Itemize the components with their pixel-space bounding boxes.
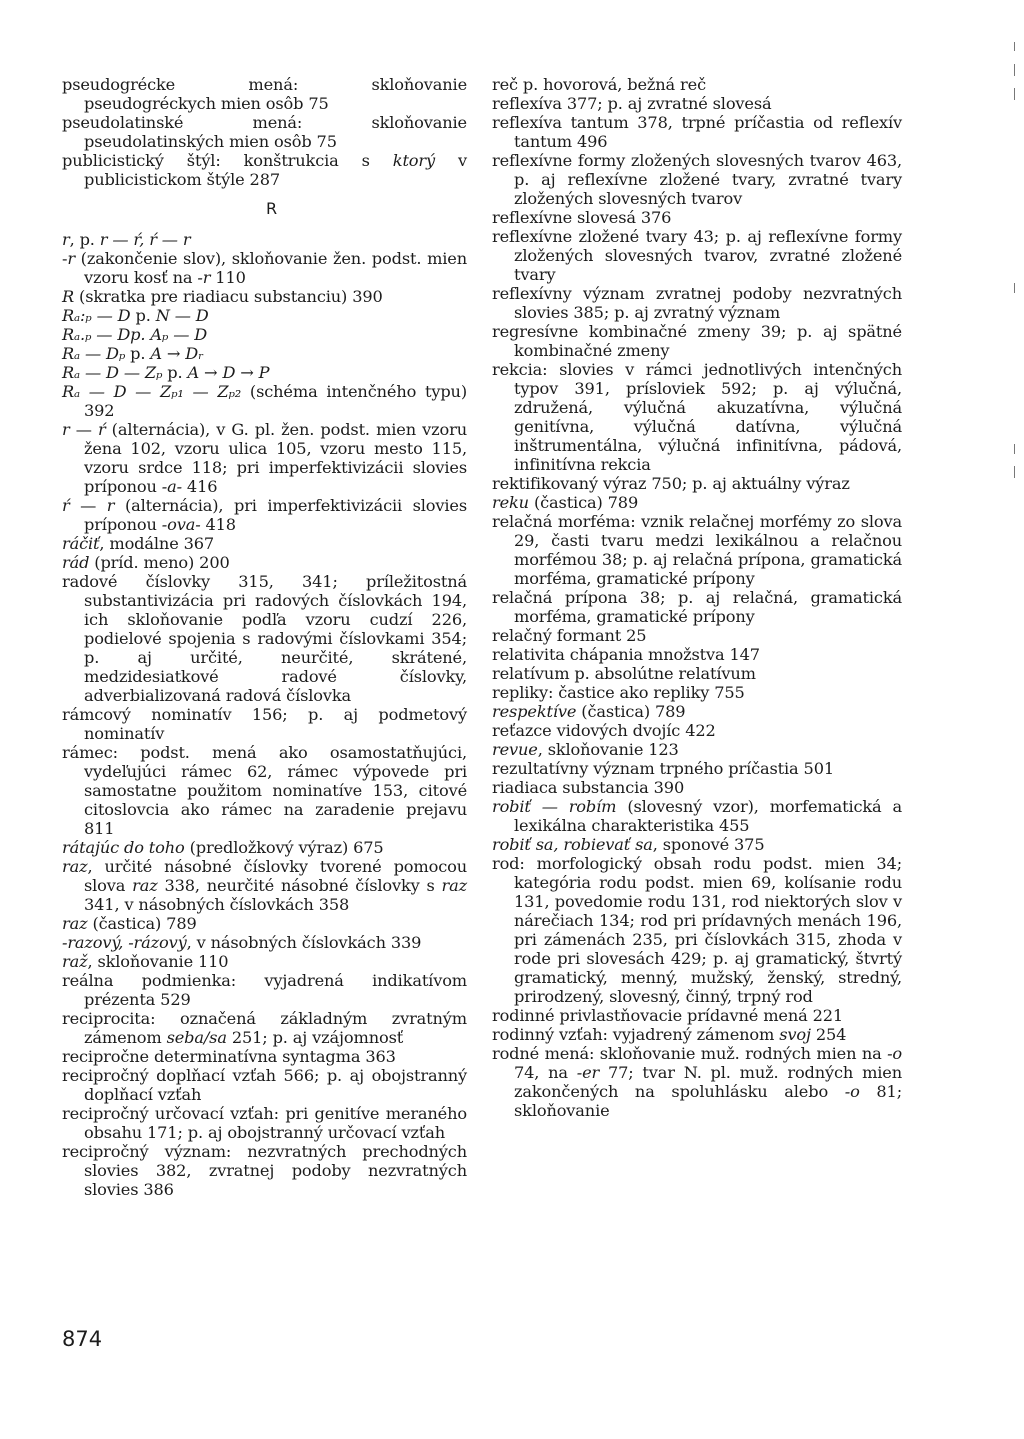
entry-text: rámec: podst. mená ako osamostatňujúci, vydeľujúci rámec 62, rámec výpovede pri samostatne použitom nominatíve 153, citové citoslovcia ako rámec na zaradenie prejavu 811 [62, 743, 467, 838]
entry-italic-text: r [67, 249, 75, 268]
entry-text: rodinný vzťah: vyjadrený zámenom [492, 1025, 780, 1044]
left-column [62, 75, 467, 1199]
entry-text: recipročný význam: nezvratných prechodných slovies 382, zvratnej podoby nezvratných slovies 386 [62, 1142, 467, 1199]
entry-text: reflexívny význam zvratnej podoby nezvratných slovies 385; p. aj zvratný význam [492, 284, 902, 322]
index-entry [62, 553, 467, 572]
entry-text: radové číslovky 315, 341; príležitostná substantivizácia pri radových číslovkách 194, ich skloňovanie podľa vzoru cudzí 226, podielové spojenia s radovými číslovkami 354; p. aj určité, neurčité, skrátené, medzidesiatkové radové číslovky, adverbializovaná radová číslovka [62, 572, 467, 705]
index-entry [492, 512, 902, 588]
index-entry [492, 75, 902, 94]
index-entry [492, 94, 902, 113]
scan-edge-mark [1014, 64, 1015, 76]
index-entry [492, 664, 902, 683]
index-entry [62, 382, 467, 420]
entry-text: reflexívne formy zložených slovesných tvarov 463, p. aj reflexívne zložené tvary, zvratné tvary zložených slovesných tvarov [492, 151, 902, 208]
entry-italic-text: ₐ — Dₚ [74, 344, 126, 363]
entry-text: (alternácia), v G. pl. žen. podst. mien vzoru žena 102, vzoru ulica 105, vzoru mesto 115, vzoru srdce 118; pri imperfektivizácii slovies príponou [84, 420, 467, 496]
entry-text: recipročne determinatívna syntagma 363 [62, 1047, 396, 1066]
entry-text: reálna podmienka: vyjadrená indikatívom prézenta 529 [62, 971, 467, 1009]
entry-italic-text: ŕ [97, 420, 106, 439]
index-entry [492, 322, 902, 360]
entry-italic-text: R [62, 344, 75, 363]
index-entry [62, 952, 467, 971]
entry-text: reťazce vidových dvojíc 422 [492, 721, 716, 740]
entry-text: 418 [200, 515, 236, 534]
entry-text: pseudogrécke mená: skloňovanie pseudogréckych mien osôb 75 [62, 75, 467, 113]
entry-italic-text: A → D → P [187, 363, 270, 382]
index-entry [62, 249, 467, 287]
index-entry [62, 1066, 467, 1104]
scan-edge-mark [1014, 42, 1015, 51]
index-entry [492, 740, 902, 759]
index-entry [492, 474, 902, 493]
index-entry [62, 1047, 467, 1066]
right-column [492, 75, 902, 1120]
entry-italic-text: N — D [155, 306, 209, 325]
entry-text: regresívne kombinačné zmeny 39; p. aj spätné kombinačné zmeny [492, 322, 902, 360]
entry-italic-text: R [62, 325, 75, 344]
index-entry [62, 743, 467, 838]
entry-text: , skloňovanie 110 [87, 952, 229, 971]
index-entry [62, 857, 467, 914]
entry-italic-text: ₐ.ₚ — Dp. Aₚ — D [74, 325, 208, 344]
entry-text: , modálne 367 [99, 534, 215, 553]
index-entry [492, 854, 902, 1006]
entry-italic-text: -r [197, 268, 211, 287]
entry-italic-text: rád [62, 553, 90, 572]
entry-italic-text: D [117, 306, 131, 325]
entry-text: rezultatívny význam trpného príčastia 501 [492, 759, 834, 778]
index-entry [492, 835, 902, 854]
index-entry [62, 420, 467, 496]
entry-italic-text: robiť — robím [492, 797, 617, 816]
entry-italic-text: raz [441, 876, 467, 895]
index-entry [62, 344, 467, 363]
index-entry [62, 496, 467, 534]
entry-italic-text: -a- [161, 477, 182, 496]
index-entry [62, 572, 467, 705]
entry-text: 77; tvar N. pl. muž. rodných mien zakončených na spoluhlásku alebo [514, 1063, 902, 1101]
entry-italic-text: respektíve [492, 702, 577, 721]
entry-text: relačný formant 25 [492, 626, 647, 645]
index-entry [492, 797, 902, 835]
entry-text: , určité násobné číslovky tvorené pomocou slova [84, 857, 467, 895]
index-entry [492, 759, 902, 778]
entry-italic-text: r [62, 230, 70, 249]
index-entry [492, 1044, 902, 1120]
entry-italic-text: raz [132, 876, 158, 895]
entry-text: 251; p. aj vzájomnosť [226, 1028, 404, 1047]
entry-text: v publicistickom štýle 287 [84, 151, 467, 189]
entry-text: p. [162, 363, 188, 382]
entry-text: — [69, 420, 98, 439]
entry-text: rámcový nominatív 156; p. aj podmetový nominatív [62, 705, 467, 743]
entry-text: , sponové 375 [652, 835, 765, 854]
index-entry [62, 971, 467, 1009]
entry-text: 74, na [514, 1063, 577, 1082]
entry-italic-text: -er [576, 1063, 600, 1082]
entry-italic-text: R [62, 363, 75, 382]
entry-text: pseudolatinské mená: skloňovanie pseudolatinských mien osôb 75 [62, 113, 467, 151]
entry-text: , skloňovanie 123 [537, 740, 679, 759]
index-entry [492, 626, 902, 645]
index-entry [62, 838, 467, 857]
entry-italic-text: R [62, 287, 75, 306]
entry-text: relativita chápania množstva 147 [492, 645, 760, 664]
entry-italic-text: ktorý [392, 151, 435, 170]
index-entry [492, 151, 902, 208]
index-entry [492, 1025, 902, 1044]
entry-italic-text: raz [62, 857, 88, 876]
entry-text: p. [125, 344, 151, 363]
entry-text: - [62, 249, 68, 268]
index-entry [62, 306, 467, 325]
entry-text: reflexívne zložené tvary 43; p. aj reflexívne formy zložených slovesných tvarov, zvratné zložené tvary [492, 227, 902, 284]
entry-italic-text: raz [62, 914, 88, 933]
entry-text: 110 [210, 268, 246, 287]
entry-italic-text: ₐ — D — Zₚ₁ — Zₚ₂ [74, 382, 242, 401]
entry-italic-text: reku [492, 493, 529, 512]
entry-text: rekcia: slovies v rámci jednotlivých intenčných typov 391, prísloviek 592; p. aj výlučná, združená, výlučná akuzatívna, výlučná genitívna, výlučná datívna, výlučná inštrumentálna, výlučná infinitívna, pádová, infinitívna rekcia [492, 360, 902, 474]
entry-text: 254 [810, 1025, 847, 1044]
entry-text: riadiaca substancia 390 [492, 778, 685, 797]
entry-text: 341, v násobných číslovkách 358 [84, 895, 350, 914]
index-entry [492, 284, 902, 322]
index-entry [492, 721, 902, 740]
entry-italic-text: -o [887, 1044, 902, 1063]
entry-text: reflexíva 377; p. aj zvratné slovesá [492, 94, 772, 113]
index-entry [62, 363, 467, 382]
entry-text: recipročný určovací vzťah: pri genitíve meraného obsahu 171; p. aj obojstranný určovací vzťah [62, 1104, 467, 1142]
index-entry [62, 914, 467, 933]
entry-italic-text: -o [844, 1082, 860, 1101]
entry-text: , v násobných číslovkách 339 [186, 933, 422, 952]
entry-text: (schéma intenčného typu) 392 [84, 382, 467, 420]
entry-text: rektifikovaný výraz 750; p. aj aktuálny výraz [492, 474, 850, 493]
entry-italic-text: ráčiť [62, 534, 100, 553]
index-entry [492, 645, 902, 664]
scan-edge-mark [1014, 444, 1015, 454]
entry-italic-text: R [62, 382, 75, 401]
entry-text: reč p. hovorová, bežná reč [492, 75, 706, 94]
entry-text: reciprocita: označená základným zvratným zámenom [62, 1009, 467, 1047]
index-entry [492, 208, 902, 227]
entry-text: publicistický štýl: konštrukcia s [62, 151, 393, 170]
entry-italic-text: ₐ — D — Zₚ [74, 363, 163, 382]
entry-italic-text: rátajúc do toho [62, 838, 185, 857]
entry-text: (zakončenie slov), skloňovanie žen. podst. mien vzoru kosť na [74, 249, 467, 287]
scan-edge-mark [1014, 283, 1015, 293]
entry-text: reflexívne slovesá 376 [492, 208, 672, 227]
entry-text: repliky: častice ako repliky 755 [492, 683, 745, 702]
entry-italic-text: svoj [779, 1025, 811, 1044]
entry-italic-text: ŕ [62, 496, 70, 515]
entry-text: reflexíva tantum 378, trpné príčastia od reflexív tantum 496 [492, 113, 902, 151]
entry-italic-text: r [106, 496, 115, 515]
entry-italic-text: r — ŕ, ŕ — r [99, 230, 191, 249]
index-entry [492, 113, 902, 151]
entry-text: (predložkový výraz) 675 [184, 838, 384, 857]
index-entry [62, 75, 467, 113]
entry-text: — [69, 496, 107, 515]
entry-text: rodinné privlastňovacie prídavné mená 221 [492, 1006, 844, 1025]
entry-text: (častica) 789 [87, 914, 197, 933]
index-entry [62, 705, 467, 743]
entry-italic-text: r [62, 420, 70, 439]
index-entry [492, 588, 902, 626]
index-entry [62, 1142, 467, 1199]
index-entry [492, 493, 902, 512]
index-entry [62, 325, 467, 344]
entry-italic-text: revue [492, 740, 538, 759]
index-entry [492, 778, 902, 797]
entry-italic-text: raž [62, 952, 88, 971]
index-entry [62, 534, 467, 553]
entry-text: (skratka pre riadiacu substanciu) 390 [74, 287, 383, 306]
index-entry [492, 227, 902, 284]
entry-text: p. [130, 306, 156, 325]
page-number: 874 [62, 1327, 103, 1351]
index-entry [62, 287, 467, 306]
index-entry [62, 1104, 467, 1142]
entry-text: 416 [181, 477, 218, 496]
entry-text: (slovesný vzor), morfematická a lexikálna charakteristika 455 [514, 797, 903, 835]
index-entry [62, 933, 467, 952]
entry-italic-text: R [62, 306, 75, 325]
index-entry [492, 1006, 902, 1025]
entry-text: relačná prípona 38; p. aj relačná, gramatická morféma, gramatické prípony [492, 588, 902, 626]
index-entry [62, 230, 467, 249]
entry-text: rodné mená: skloňovanie muž. rodných mien na [492, 1044, 888, 1063]
entry-text: 338, neurčité násobné číslovky s [157, 876, 442, 895]
entry-italic-text: seba/sa [166, 1028, 227, 1047]
entry-text: , p. [69, 230, 100, 249]
index-entry [492, 683, 902, 702]
entry-text: (častica) 789 [528, 493, 639, 512]
entry-text: (častica) 789 [576, 702, 686, 721]
scan-edge-mark [1014, 88, 1015, 100]
index-entry [62, 1009, 467, 1047]
scan-edge-mark [1014, 466, 1015, 478]
entry-italic-text: -razový, -rázový [62, 933, 187, 952]
entry-italic-text: robiť sa, robievať sa [492, 835, 653, 854]
entry-text: relačná morféma: vznik relačnej morfémy zo slova 29, časti tvaru medzi lexikálnou a relačnou morfémou 38; p. aj relačná prípona, gramatická morféma, gramatické prípony [492, 512, 902, 588]
index-entry [62, 151, 467, 189]
entry-text: recipročný doplňací vzťah 566; p. aj obojstranný doplňací vzťah [62, 1066, 467, 1104]
entry-italic-text: -ova- [161, 515, 201, 534]
entry-italic-text: A → Dᵣ [150, 344, 204, 363]
index-entry [492, 702, 902, 721]
entry-text: 81; skloňovanie [514, 1082, 902, 1120]
entry-text: (príd. meno) 200 [89, 553, 230, 572]
entry-text: (alternácia), pri imperfektivizácii slovies príponou [84, 496, 468, 534]
index-entry [62, 113, 467, 151]
entry-text: relatívum p. absolútne relatívum [492, 664, 756, 683]
entry-italic-text: ₐ:ₚ — [74, 306, 118, 325]
index-entry [492, 360, 902, 474]
entry-text: rod: morfologický obsah rodu podst. mien 34; kategória rodu podst. mien 69, kolísanie rodu 131, povedomie rodu 131, rod niektorých slov v nárečiach 134; rod pri prídavných menách 196, pri zámenách 235, pri číslovkách 315, zhoda v rode pri slovesách 429; p. aj gramatický, štvrtý gramatický, menný, mužský, ženský, stredný, prirodzený, slovesný, činný, trpný rod [492, 854, 902, 1006]
section-letter: R [265, 199, 279, 218]
